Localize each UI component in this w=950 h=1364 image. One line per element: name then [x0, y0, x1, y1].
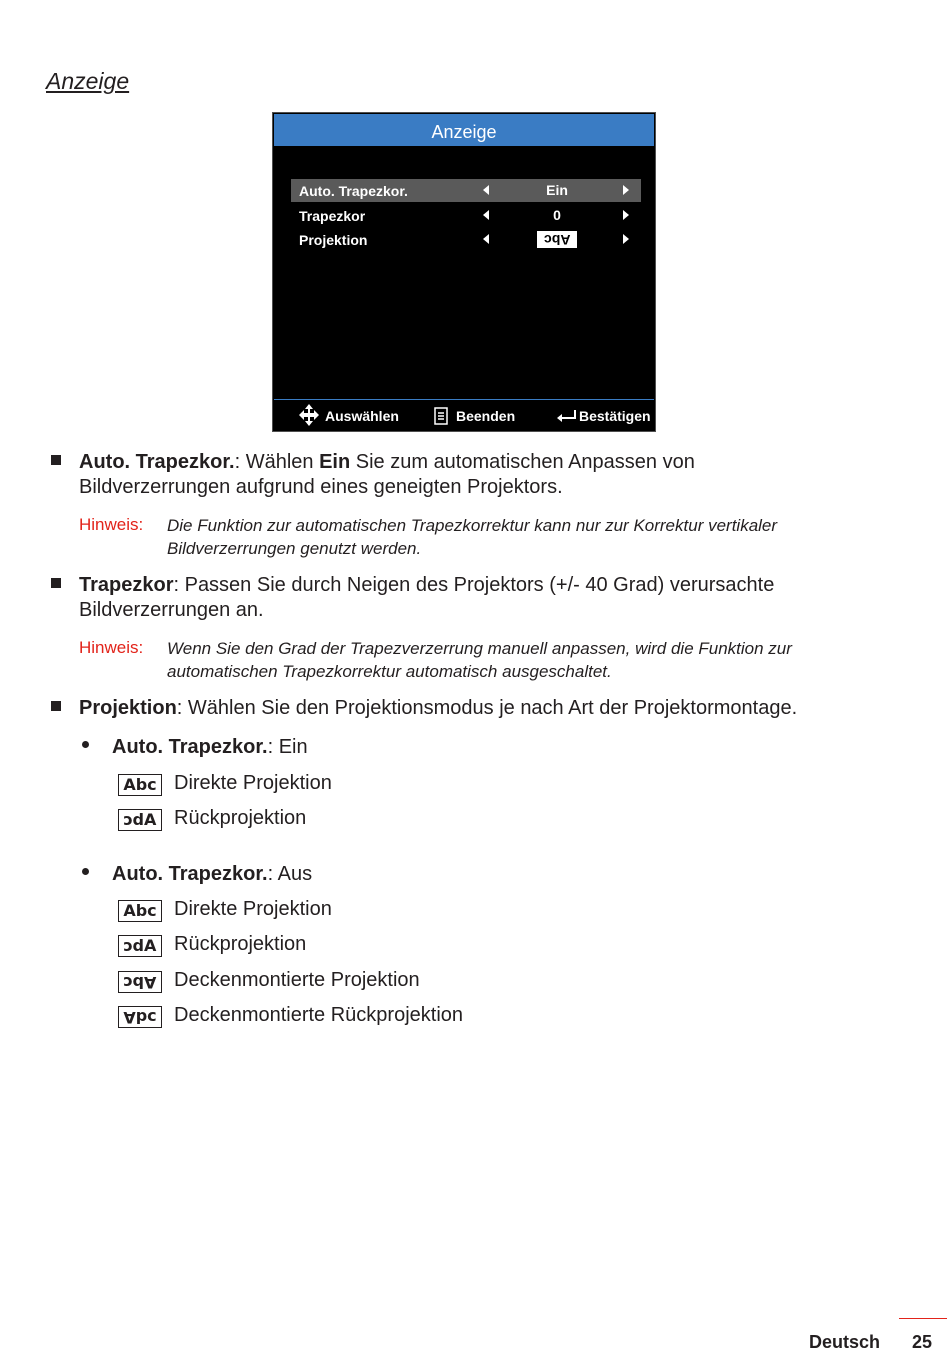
- osd-row-value: 0: [553, 207, 561, 223]
- arrow-left-icon: [483, 234, 489, 244]
- mode-label: Deckenmontierte Rückprojektion: [174, 1004, 464, 1026]
- square-bullet-icon: [51, 701, 61, 711]
- arrow-left-icon: [483, 185, 489, 195]
- mode-label: Direkte Projektion: [174, 772, 332, 794]
- square-bullet-icon: [51, 578, 61, 588]
- item-projection: Projektion: Wählen Sie den Projektionsmodus je nach Art der Projektormontage.: [79, 697, 798, 719]
- osd-menu: [272, 112, 656, 432]
- osd-row-label: Projektion: [299, 232, 368, 248]
- note-text: Wenn Sie den Grad der Trapezverzerrung manuell anpassen, wird die Funktion zur automatischen Trapezkorrektur automatisch ausgeschaltet.: [167, 639, 792, 681]
- dot-bullet-icon: [82, 741, 89, 748]
- footer-divider: [899, 1318, 947, 1319]
- sub-auto-keystone-on: Auto. Trapezkor.: Ein: [112, 736, 308, 758]
- page-number: 25: [912, 1332, 933, 1352]
- footer-confirm-label: Bestätigen: [579, 408, 651, 424]
- osd-row-projection[interactable]: [291, 228, 641, 251]
- mode-label: Rückprojektion: [174, 807, 307, 829]
- menu-icon: [434, 407, 448, 428]
- section-title: Anzeige: [46, 68, 130, 94]
- projection-mode-icon: Abc: [537, 231, 577, 248]
- note-text: Die Funktion zur automatischen Trapezkorrektur kann nur zur Korrektur vertikaler Bildverzerrungen genutzt werden.: [167, 516, 778, 558]
- item-keystone: Trapezkor: Passen Sie durch Neigen des Projektors (+/- 40 Grad) verursachte Bildverzerrungen an.: [79, 574, 775, 621]
- note-label: Hinweis:: [79, 515, 144, 534]
- arrow-right-icon: [623, 210, 629, 220]
- move-arrows-icon: [296, 403, 322, 430]
- mode-label: Direkte Projektion: [174, 898, 332, 920]
- mode-label: Deckenmontierte Projektion: [174, 969, 420, 991]
- dot-bullet-icon: [82, 868, 89, 875]
- square-bullet-icon: [51, 455, 61, 465]
- enter-icon: [556, 409, 576, 426]
- arrow-right-icon: [623, 234, 629, 244]
- note-label: Hinweis:: [79, 638, 144, 657]
- osd-footer: [274, 399, 654, 430]
- rear-projection-icon: Abc: [118, 809, 162, 831]
- osd-title: Anzeige: [274, 114, 654, 146]
- arrow-right-icon: [623, 185, 629, 195]
- item-auto-keystone: Auto. Trapezkor.: Wählen Ein Sie zum automatischen Anpassen von Bildverzerrungen aufgrund eines geneigten Projektors.: [79, 451, 695, 498]
- osd-row-auto-keystone[interactable]: [291, 179, 641, 202]
- direct-projection-icon: Abc: [118, 900, 162, 922]
- footer-language: Deutsch: [809, 1332, 881, 1352]
- ceiling-rear-projection-icon: Abc: [118, 1006, 162, 1028]
- osd-row-label: Auto. Trapezkor.: [299, 183, 408, 199]
- footer-exit-label: Beenden: [456, 408, 516, 424]
- footer-select-label: Auswählen: [325, 408, 399, 424]
- mode-label: Rückprojektion: [174, 933, 307, 955]
- osd-row-keystone[interactable]: [291, 204, 641, 227]
- direct-projection-icon: Abc: [118, 774, 162, 796]
- osd-row-label: Trapezkor: [299, 208, 366, 224]
- arrow-left-icon: [483, 210, 489, 220]
- rear-projection-icon: Abc: [118, 935, 162, 957]
- osd-row-value: Ein: [546, 182, 568, 198]
- ceiling-projection-icon: Abc: [118, 971, 162, 993]
- sub-auto-keystone-off: Auto. Trapezkor.: Aus: [112, 863, 313, 885]
